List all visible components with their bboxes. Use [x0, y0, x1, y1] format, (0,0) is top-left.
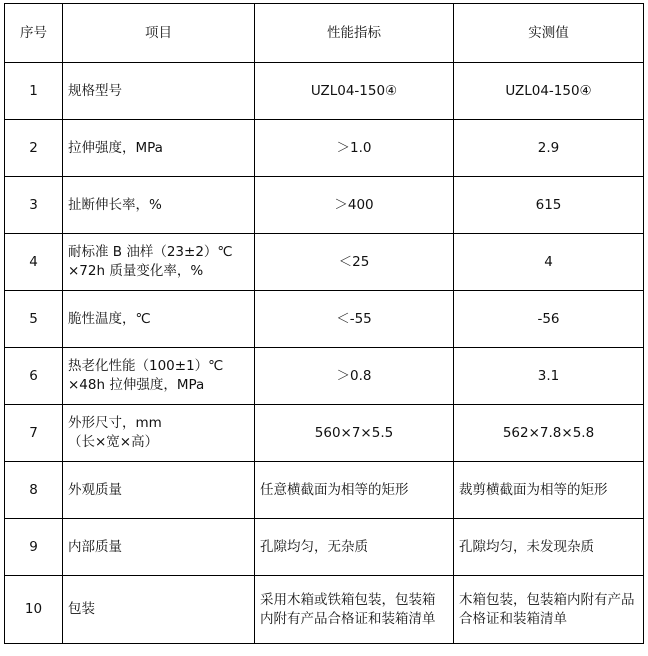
row-actual: 3.1: [454, 348, 644, 405]
row-standard: ＜-55: [255, 291, 454, 348]
row-standard: 孔隙均匀，无杂质: [255, 519, 454, 576]
row-standard: 采用木箱或铁箱包装，包装箱内附有产品合格证和装箱清单: [255, 576, 454, 644]
row-item-line2: （长×宽×高）: [68, 434, 159, 450]
row-actual: 孔隙均匀，未发现杂质: [454, 519, 644, 576]
row-item: [63, 348, 255, 405]
row-no: 9: [5, 519, 63, 576]
row-standard: ＜25: [255, 234, 454, 291]
row-no: 5: [5, 291, 63, 348]
row-standard: 任意横截面为相等的矩形: [255, 462, 454, 519]
row-actual: -56: [454, 291, 644, 348]
row-actual: 615: [454, 177, 644, 234]
spec-table: [4, 3, 644, 644]
row-no: 2: [5, 120, 63, 177]
table-header-row: [5, 4, 644, 63]
table-row: [5, 177, 644, 234]
header-item: 项目: [63, 4, 255, 63]
table-row: [5, 405, 644, 462]
row-item: 脆性温度，℃: [63, 291, 255, 348]
table-row: [5, 576, 644, 644]
row-standard: ＞0.8: [255, 348, 454, 405]
row-item: [63, 405, 255, 462]
table-row: [5, 519, 644, 576]
row-actual: 裁剪横截面为相等的矩形: [454, 462, 644, 519]
row-item: 拉伸强度，MPa: [63, 120, 255, 177]
row-standard: ＞1.0: [255, 120, 454, 177]
table-row: [5, 234, 644, 291]
row-item-line1: 耐标准 B 油样（23±2）℃: [68, 244, 233, 260]
row-item: 外观质量: [63, 462, 255, 519]
row-standard: ＞400: [255, 177, 454, 234]
table-row: [5, 348, 644, 405]
row-item: 内部质量: [63, 519, 255, 576]
row-actual: 2.9: [454, 120, 644, 177]
table-row: [5, 63, 644, 120]
row-actual: 562×7.8×5.8: [454, 405, 644, 462]
row-actual: UZL04-150④: [454, 63, 644, 120]
row-item: 规格型号: [63, 63, 255, 120]
row-no: 10: [5, 576, 63, 644]
row-item: 包装: [63, 576, 255, 644]
row-standard: 560×7×5.5: [255, 405, 454, 462]
row-standard: UZL04-150④: [255, 63, 454, 120]
row-no: 8: [5, 462, 63, 519]
table-row: [5, 462, 644, 519]
row-item: [63, 234, 255, 291]
row-no: 7: [5, 405, 63, 462]
row-actual: 木箱包装，包装箱内附有产品合格证和装箱清单: [454, 576, 644, 644]
row-item-line1: 热老化性能（100±1）℃: [68, 358, 224, 374]
row-no: 4: [5, 234, 63, 291]
table-row: [5, 120, 644, 177]
table-row: [5, 291, 644, 348]
row-item-line2: ×72h 质量变化率，%: [68, 263, 204, 279]
row-item-line1: 外形尺寸，mm: [68, 415, 162, 431]
header-no: 序号: [5, 4, 63, 63]
row-no: 6: [5, 348, 63, 405]
row-item: 扯断伸长率，%: [63, 177, 255, 234]
header-actual: 实测值: [454, 4, 644, 63]
header-standard: 性能指标: [255, 4, 454, 63]
row-no: 1: [5, 63, 63, 120]
row-no: 3: [5, 177, 63, 234]
row-actual: 4: [454, 234, 644, 291]
row-item-line2: ×48h 拉伸强度，MPa: [68, 377, 205, 393]
